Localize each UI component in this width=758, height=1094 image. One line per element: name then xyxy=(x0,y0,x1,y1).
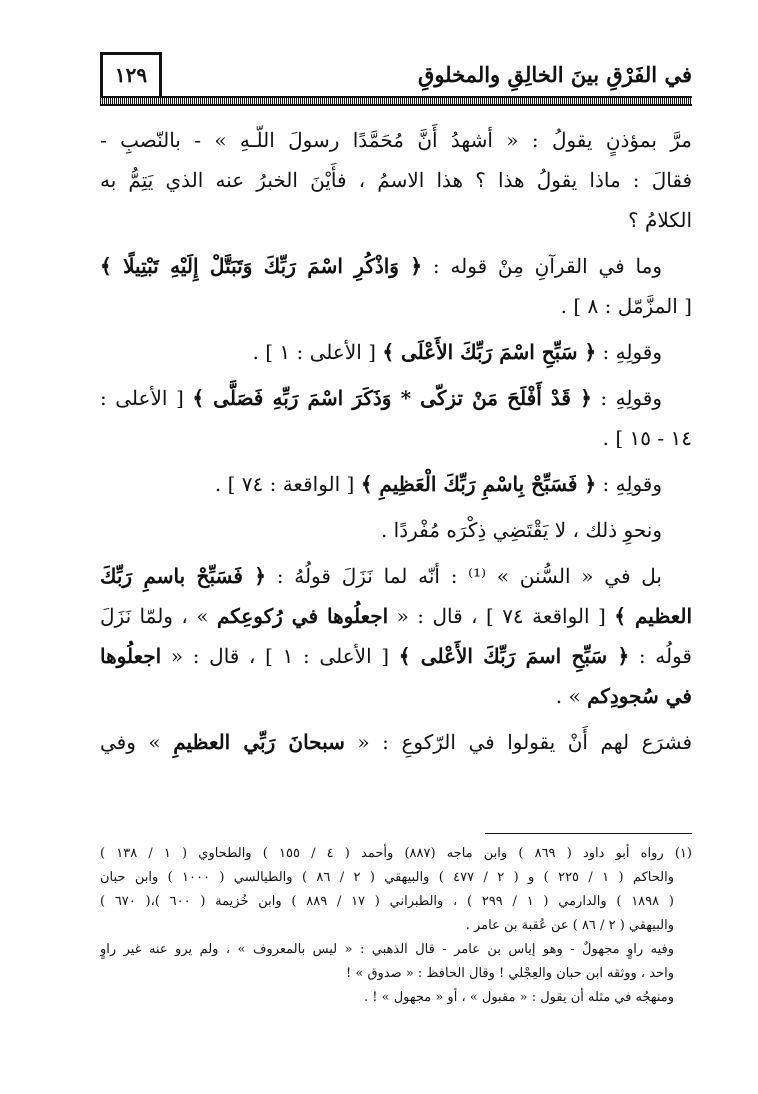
text-span: فشرَع لهم أَنْ يقولوا في الرّكوعِ : « xyxy=(357,730,693,754)
text-line: فقالَ : ماذا يقولُ هذا ؟ هذا الاسمُ ، فأَيْنَ الخبرُ عنه الذي يَتِمُّ به xyxy=(100,168,692,192)
text-span: وما في القرآنِ مِنْ قوله : xyxy=(432,254,662,278)
hadith-text: اجعلُوها في رُكوعِكم xyxy=(216,604,389,628)
hadith-text: في سُجودِكم xyxy=(587,684,692,708)
footnote-line: ومنهجُه في مثله أن يقول : « مقبول » ، أو « مجهول » ! . xyxy=(364,990,674,1005)
text-line xyxy=(100,636,692,676)
text-line: ونحوِ ذلك ، لا يَقْتَضِي ذِكْرَه مُفْردًا . xyxy=(380,518,662,542)
verse-reference: [ الأعلى : ١ ] ، قال : « xyxy=(170,644,390,668)
text-line xyxy=(100,556,692,596)
paragraph-7 xyxy=(100,556,692,716)
verse-reference: [ الأعلى : ١ ] . xyxy=(252,340,376,364)
verse-reference: ١٤ - ١٥ ] . xyxy=(602,426,692,450)
footnote-line: واحد ، ووثقه ابن حبان والعِجْلي ! وقال الحافظ : « صدوق » ! xyxy=(346,966,674,981)
footnote-separator xyxy=(485,833,692,834)
quran-verse: ﴿ سَبِّحِ اسمَ رَبِّكَ الأَعْلى ﴾ xyxy=(398,644,630,668)
quran-verse: ﴿ قَدْ أَفْلَحَ مَنْ تزكّى * وَذَكَرَ اسْمَ رَبِّهِ فَصَلَّى ﴾ xyxy=(192,386,592,410)
paragraph-3 xyxy=(100,332,692,372)
text-span: قولُه : xyxy=(638,644,692,668)
paragraph-8 xyxy=(100,722,692,762)
text-span: » ، ولمّا نَزَلَ xyxy=(100,604,209,628)
main-text xyxy=(100,120,692,768)
text-line xyxy=(100,596,692,636)
footnote-line: والحاكم ( ١ / ٢٢٥ ) و ( ٢ / ٤٧٧ ) والبيهقي ( ٢ / ٨٦ ) والطيالسي ( ١٠٠٠ ) وابن حبان xyxy=(100,870,674,885)
verse-reference: [ الواقعة ٧٤ ] ، قال : « xyxy=(396,604,606,628)
paragraph-4 xyxy=(100,378,692,458)
text-line xyxy=(100,332,692,372)
text-line xyxy=(100,676,692,716)
page-number: ١٢٩ xyxy=(114,63,148,87)
text-span: » وفي xyxy=(100,730,161,754)
footnote-line: والبيهقي ( ٢ / ٨٦ ) عن عُقبة بن عامر . xyxy=(465,918,674,933)
footnote-line: ( ١٨٩٨ ) والدارمي ( ١ / ٢٩٩ ) ، والطبراني ( ١٧ / ٨٨٩ ) وابن خُزيمة ( ٦٠٠ )،( ٦٧٠ ) xyxy=(100,894,674,909)
verse-reference: [ الأعلى : xyxy=(100,386,184,410)
text-line: مرَّ بمؤذنٍ يقولُ : « أشهدُ أَنَّ مُحَمَّدًا رسولَ اللّـهِ » - بالنّصبِ - xyxy=(100,128,692,152)
text-line xyxy=(100,464,692,504)
footnotes xyxy=(100,842,692,1010)
text-span: بل في « السُّنن » ⁽¹⁾ : أنّه لما نَزَلَ قولُهُ : xyxy=(276,564,663,588)
quran-verse: ﴿ وَاذْكُرِ اسْمَ رَبِّكَ وَتَبَتَّلْ إِلَيْهِ تَبْتِيلًا ﴾ xyxy=(100,254,423,278)
text-line xyxy=(100,722,692,762)
quran-verse: العظيم ﴾ xyxy=(614,604,693,628)
chapter-title: في الفَرْقِ بينَ الخالِقِ والمخلوقِ xyxy=(418,62,692,87)
text-span: وقولِهِ : xyxy=(600,386,663,410)
text-span: » . xyxy=(555,684,581,708)
footnote-line: وفيه راوٍ مجهولٌ - وهو إياس بن عامر - قال الذهبي : « ليس بالمعروف » ، ولم يرو عنه غير راوٍ xyxy=(100,942,674,957)
hadith-text: اجعلُوها xyxy=(100,644,162,668)
hadith-text: سبحانَ رَبِّي العظيمِ xyxy=(173,730,345,754)
verse-reference: [ الواقعة : ٧٤ ] . xyxy=(214,472,355,496)
page-number-box xyxy=(100,52,162,96)
text-line xyxy=(100,246,692,286)
text-line xyxy=(100,378,692,418)
footnote-line: (١) رواه أبو داود ( ٨٦٩ ) وابن ماجه (٨٨٧) وأحمد ( ٤ / ١٥٥ ) والطحاوي ( ١ / ١٣٨ ) xyxy=(100,846,692,861)
page-header xyxy=(100,52,692,108)
text-line: الكلامُ ؟ xyxy=(628,208,692,232)
paragraph-6 xyxy=(100,510,692,550)
quran-verse: ﴿ فَسَبِّحْ باسمِ رَبِّكَ xyxy=(100,564,266,588)
paragraph-1 xyxy=(100,120,692,240)
quran-verse: ﴿ فَسَبِّحْ بِاسْمِ رَبِّكَ الْعَظِيمِ ﴾ xyxy=(360,472,597,496)
quran-verse: ﴿ سَبِّحِ اسْمَ رَبِّكَ الأَعْلَى ﴾ xyxy=(382,340,597,364)
paragraph-5 xyxy=(100,464,692,504)
verse-reference: [ المزَّمّل : ٨ ] . xyxy=(560,294,692,318)
header-rule xyxy=(100,96,692,106)
text-span: وقولِهِ : xyxy=(602,340,662,364)
paragraph-2 xyxy=(100,246,692,326)
text-span: وقولِهِ : xyxy=(602,472,662,496)
